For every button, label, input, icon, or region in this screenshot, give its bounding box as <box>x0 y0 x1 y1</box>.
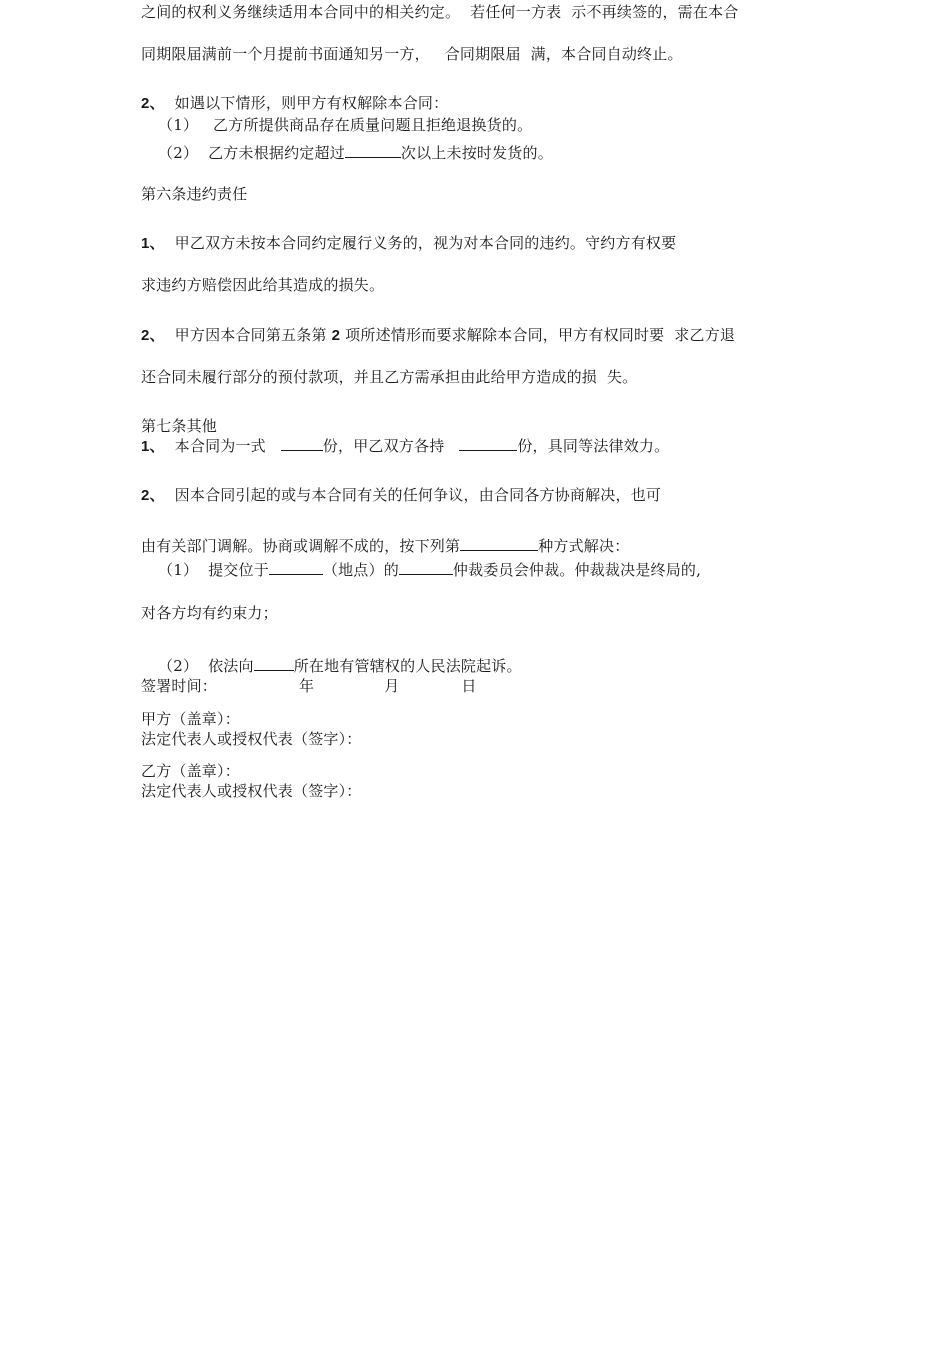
text: 种方式解决： <box>538 537 630 555</box>
text: 份，甲乙双方各持 <box>322 437 460 455</box>
clause-6-1 <box>141 233 676 254</box>
year-label: 年 <box>299 677 315 695</box>
party-a-rep-label: 法定代表人或授权代表（签字）： <box>141 730 362 748</box>
item-number: 1、 <box>141 438 165 455</box>
day-label: 日 <box>461 677 477 695</box>
item-number: 2、 <box>141 327 165 344</box>
text: 依法向 <box>198 657 254 675</box>
sub-number: （1） <box>158 561 199 579</box>
heading: 第六条违约责任 <box>141 185 248 203</box>
clause-7-2-cont <box>141 536 629 556</box>
text: 还合同未履行部分的预付款项，并且乙方需承担由此给甲方造成的损 失。 <box>141 368 638 386</box>
clause-6-1-end <box>141 275 384 295</box>
heading: 第七条其他 <box>141 417 218 435</box>
text: 由有关部门调解。协商或调解不成的，按下列第 <box>141 537 461 555</box>
fill-blank[interactable] <box>399 560 453 575</box>
clause-5-1-end <box>141 44 683 64</box>
clause-6-2 <box>141 325 735 346</box>
text: 如遇以下情形，则甲方有权解除本合同： <box>164 94 449 112</box>
text: 因本合同引起的或与本合同有关的任何争议，由合同各方协商解决，也可 <box>164 486 662 504</box>
month-label: 月 <box>384 677 400 695</box>
item-number: 1、 <box>141 235 165 252</box>
sub-number: （1） <box>158 116 199 134</box>
text: 同期限届满前一个月提前书面通知另一方， 合同期限届 满，本合同自动终止。 <box>141 45 683 63</box>
clause-7-1 <box>141 436 669 457</box>
inline-number: 2 <box>331 327 341 344</box>
clause-5-2-2 <box>158 143 553 163</box>
fill-blank[interactable] <box>269 560 323 575</box>
party-b-signature <box>141 781 362 801</box>
sub-number: （2） <box>158 144 199 162</box>
party-b-label: 乙方（盖章）： <box>141 762 240 780</box>
clause-6-2-end <box>141 367 637 387</box>
text: 项所述情形而要求解除本合同，甲方有权同时要 求乙方退 <box>340 326 736 344</box>
text: 甲方因本合同第五条第 <box>164 326 332 344</box>
text: 甲乙双方未按本合同约定履行义务的，视为对本合同的违约。守约方有权要 <box>164 234 677 252</box>
party-b-seal <box>141 761 240 781</box>
fill-blank[interactable] <box>460 536 538 551</box>
text: 份，具同等法律效力。 <box>517 437 670 455</box>
article-6-heading <box>141 184 247 204</box>
item-number: 2、 <box>141 487 165 504</box>
text: 乙方未根据约定超过 <box>198 144 345 162</box>
article-7-heading <box>141 416 217 436</box>
text: 所在地有管辖权的人民法院起诉。 <box>293 657 522 675</box>
text: 本合同为一式 <box>164 437 281 455</box>
party-a-seal <box>141 709 240 729</box>
fill-blank[interactable] <box>345 143 401 158</box>
item-number: 2、 <box>141 95 165 112</box>
text: 对各方均有约束力； <box>141 604 278 622</box>
clause-5-2-1 <box>158 115 532 135</box>
fill-blank[interactable] <box>459 436 517 451</box>
text: 提交位于 <box>198 561 269 579</box>
signing-date-label: 签署时间： <box>141 677 218 695</box>
clause-5-1-cont <box>141 2 738 22</box>
party-a-label: 甲方（盖章）： <box>141 710 240 728</box>
text: 之间的权利义务继续适用本合同中的相关约定。 若任何一方表 示不再续签的，需在本合 <box>141 3 739 21</box>
text: 次以上未按时发货的。 <box>400 144 553 162</box>
party-a-signature <box>141 729 362 749</box>
signing-date-row <box>141 676 477 696</box>
clause-7-2-2 <box>158 656 522 676</box>
sub-number: （2） <box>158 657 199 675</box>
text: 乙方所提供商品存在质量问题且拒绝退换货的。 <box>198 116 533 134</box>
clause-7-2 <box>141 485 661 506</box>
clause-7-2-1 <box>158 560 701 580</box>
text: 求违约方赔偿因此给其造成的损失。 <box>141 276 385 294</box>
clause-7-2-1-end <box>141 603 278 623</box>
fill-blank[interactable] <box>281 436 323 451</box>
clause-5-2 <box>141 93 448 114</box>
text: （地点）的 <box>322 561 399 579</box>
fill-blank[interactable] <box>254 656 294 671</box>
text: 仲裁委员会仲裁。仲裁裁决是终局的, <box>452 561 702 579</box>
party-b-rep-label: 法定代表人或授权代表（签字）： <box>141 782 362 800</box>
